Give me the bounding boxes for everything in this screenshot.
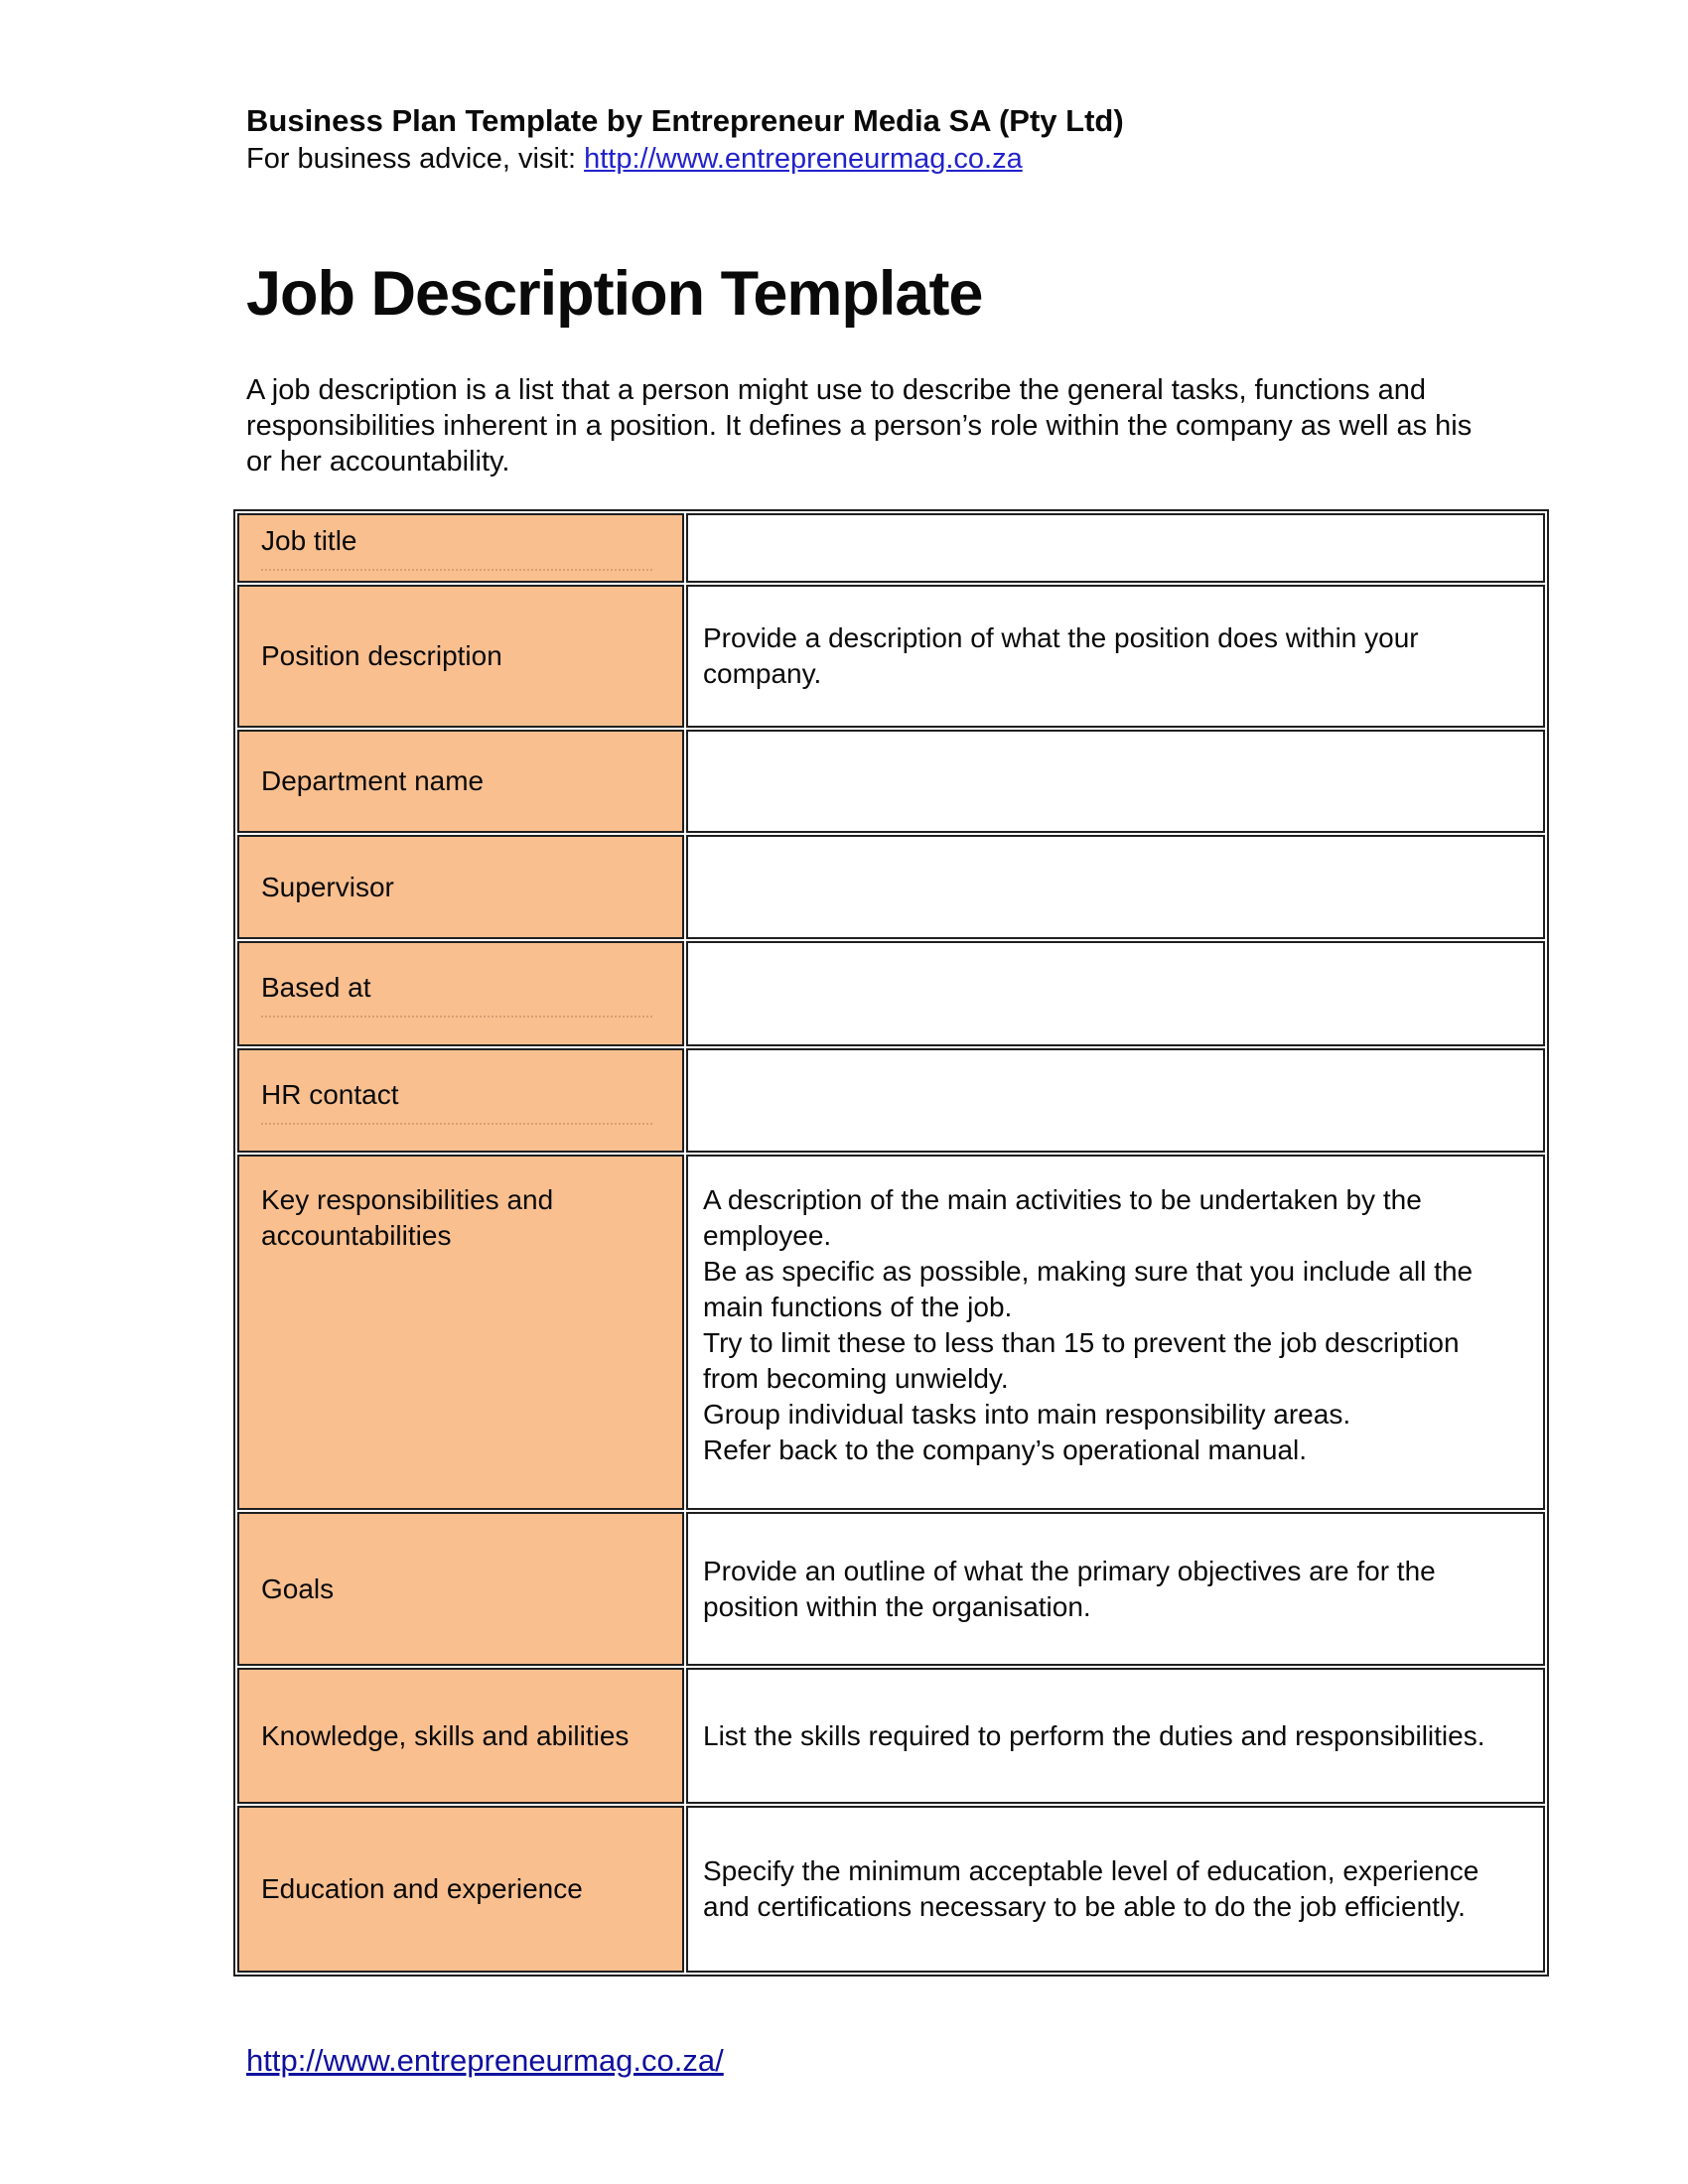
table-row [237, 1155, 1545, 1510]
row-label: Key responsibilities and accountabilities [261, 1184, 554, 1251]
table-row [237, 730, 1545, 833]
doc-title: Job Description Template [246, 259, 983, 329]
row-label: Based at [261, 970, 668, 1018]
row-label: Education and experience [261, 1873, 583, 1904]
header-subtitle-text: For business advice, visit: [246, 143, 585, 175]
row-value-cell-department-name [686, 730, 1545, 833]
row-label-cell-job-title [237, 513, 684, 583]
row-label-cell-key-responsibilities [237, 1155, 684, 1510]
row-value-cell-knowledge-skills [686, 1668, 1545, 1804]
row-label: Knowledge, skills and abilities [261, 1719, 630, 1751]
row-label-cell-position-description [237, 585, 684, 728]
header-title: Business Plan Template by Entrepreneur Media SA (Pty Ltd) [246, 103, 1124, 138]
row-label: HR contact [261, 1077, 668, 1125]
row-label-cell-supervisor [237, 835, 684, 939]
table-row [237, 1806, 1545, 1973]
table-row [237, 1668, 1545, 1804]
value-line: Specify the minimum acceptable level of education, experience and certifications necessary to be able to do the job efficiently. [703, 1855, 1479, 1922]
row-value-cell-hr-contact [686, 1048, 1545, 1153]
table-row [237, 1512, 1545, 1666]
page-content [246, 102, 1499, 1977]
header-link[interactable]: http://www.entrepreneurmag.co.za [584, 143, 1023, 175]
row-label: Position description [261, 640, 502, 671]
value-line: Provide a description of what the position does within your company. [703, 622, 1419, 689]
value-line: A description of the main activities to be undertaken by the employee. [703, 1184, 1422, 1251]
table-row [237, 513, 1545, 583]
row-label-cell-department-name [237, 730, 684, 833]
row-label: Goals [261, 1572, 335, 1604]
table-row [237, 585, 1545, 728]
row-value-cell-education-experience [686, 1806, 1545, 1973]
row-value-cell-supervisor [686, 835, 1545, 939]
row-value-cell-job-title [686, 513, 1545, 583]
job-description-table [233, 509, 1549, 1977]
value-line: Be as specific as possible, making sure that you include all the main functions of the job. [703, 1256, 1474, 1322]
row-value-cell-based-at [686, 941, 1545, 1046]
row-label-cell-hr-contact [237, 1048, 684, 1153]
row-value-cell-key-responsibilities [686, 1155, 1545, 1510]
row-label: Job title [261, 523, 668, 571]
table-row [237, 941, 1545, 1046]
row-label-cell-based-at [237, 941, 684, 1046]
intro-paragraph: A job description is a list that a person might use to describe the general tasks, functions and responsibilities inherent in a position. It defines a person’s role within the company as well as his or her accountability. [246, 374, 1473, 478]
row-label-cell-goals [237, 1512, 684, 1666]
row-value-cell-goals [686, 1512, 1545, 1666]
job-table-body [237, 513, 1545, 1973]
value-line: Try to limit these to less than 15 to prevent the job description from becoming unwieldy. [703, 1327, 1460, 1394]
row-label-cell-knowledge-skills [237, 1668, 684, 1804]
row-label: Department name [261, 765, 485, 796]
footer-link[interactable]: http://www.entrepreneurmag.co.za/ [246, 2043, 724, 2078]
value-line: Refer back to the company’s operational manual. [703, 1434, 1308, 1465]
row-label: Supervisor [261, 871, 394, 902]
table-row [237, 835, 1545, 939]
value-line: Provide an outline of what the primary objectives are for the position within the organisation. [703, 1555, 1436, 1622]
row-value-cell-position-description [686, 585, 1545, 728]
table-row [237, 1048, 1545, 1153]
header-subtitle [246, 140, 1499, 178]
value-line: List the skills required to perform the duties and responsibilities. [703, 1719, 1485, 1751]
row-label-cell-education-experience [237, 1806, 684, 1973]
value-line: Group individual tasks into main responsibility areas. [703, 1399, 1351, 1430]
